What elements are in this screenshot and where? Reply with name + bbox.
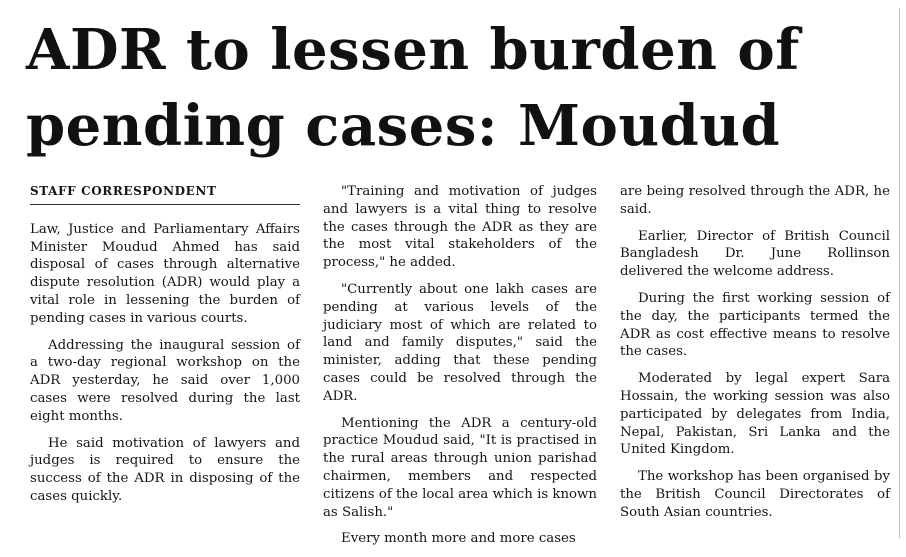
byline: STAFF CORRESPONDENT (30, 183, 300, 205)
article-column-3 (620, 183, 890, 531)
paragraph: "Training and motivation of judges and lawyers is a vital thing to resolve the cases through the ADR as they are the most vital stakeholders of the process," he added. (323, 184, 597, 271)
paragraph: "Currently about one lakh cases are pending at various levels of the judiciary most of which are related to land and family disputes," said the minister, adding that these pending cases could be resolved through the ADR. (323, 281, 597, 404)
headline-line-2: pending cases: Moudud (26, 93, 781, 159)
paragraph: are being resolved through the ADR, he said. (620, 184, 890, 217)
column-rule (899, 8, 900, 538)
paragraph: Law, Justice and Parliamentary Affairs Minister Moudud Ahmed has said disposal of cases through alternative dispute resolution (ADR) would play a vital role in lessening the burden of pending cases in various courts. (30, 221, 300, 326)
article-column-1 (30, 183, 300, 515)
headline-line-1: ADR to lessen burden of (26, 17, 800, 83)
paragraph: Addressing the inaugural session of a two-day regional workshop on the ADR yesterday, he said over 1,000 cases were resolved during the last eight months. (30, 337, 300, 424)
paragraph: Every month more and more cases (341, 531, 576, 547)
paragraph: The workshop has been organised by the British Council Directorates of South Asian countries. (620, 469, 890, 520)
paragraph: Moderated by legal expert Sara Hossain, the working session was also participated by delegates from India, Nepal, Pakistan, Sri Lanka and the United Kingdom. (620, 371, 890, 458)
paragraph: During the first working session of the day, the participants termed the ADR as cost effective means to resolve the cases. (620, 290, 890, 360)
paragraph: Earlier, Director of British Council Bangladesh Dr. June Rollinson delivered the welcome address. (620, 228, 890, 280)
headline (26, 12, 886, 164)
paragraph: He said motivation of lawyers and judges is required to ensure the success of the ADR in disposing of the cases quickly. (30, 435, 300, 504)
article-column-2 (323, 183, 597, 557)
paragraph: Mentioning the ADR a century-old practice Moudud said, "It is practised in the rural areas through union parishad chairmen, members and respected citizens of the local area which is known as Salish." (323, 415, 597, 520)
